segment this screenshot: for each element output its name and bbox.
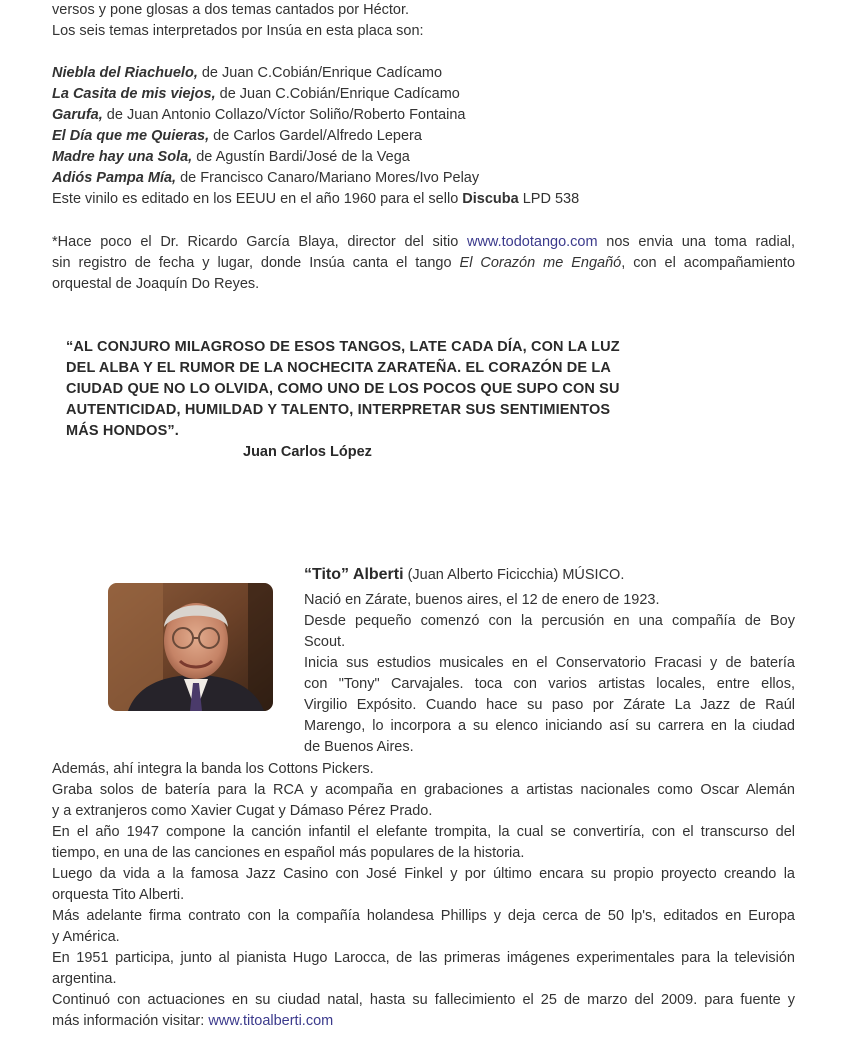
note-line-2 <box>52 253 795 274</box>
track-title: El Día que me Quieras, <box>52 128 210 144</box>
quote-line: CIUDAD QUE NO LO OLVIDA, COMO UNO DE LOS POCOS QUE SUPO CON SU <box>66 381 620 397</box>
bio-name: “Tito” Alberti <box>304 566 404 583</box>
bio-heading <box>304 563 624 587</box>
vinyl-text: Este vinilo es editado en los EEUU en el año 1960 para el sello <box>52 191 463 207</box>
bio-line: argentina. <box>52 971 117 987</box>
bio-line: tiempo, en una de las canciones en español más populares de la historia. <box>52 845 525 861</box>
bio-line: Luego da vida a la famosa Jazz Casino con José Finkel y por último encara su propio proyecto creando la <box>52 866 795 882</box>
vinyl-label: Discuba <box>462 191 519 207</box>
bio-last-line <box>52 1011 333 1032</box>
quote-line: “AL CONJURO MILAGROSO DE ESOS TANGOS, LATE CADA DÍA, CON LA LUZ <box>66 339 620 355</box>
track-item <box>52 63 442 84</box>
bio-line: de Buenos Aires. <box>304 739 414 755</box>
track-credits: de Agustín Bardi/José de la Vega <box>192 149 410 165</box>
intro-line-1: versos y pone glosas a dos temas cantados por Héctor. <box>52 2 410 18</box>
bio-line: En el año 1947 compone la canción infantil el elefante trompita, la cual se convertiría, con el transcurso del <box>52 824 795 840</box>
track-item <box>52 84 460 105</box>
bio-line: Desde pequeño comenzó con la percusión en una compañía de Boy <box>304 613 795 629</box>
bio-line: Virgilio Expósito. Cuando hace su paso por Zárate La Jazz de Raúl <box>304 697 795 713</box>
bio-line: Continuó con actuaciones en su ciudad natal, hasta su fallecimiento el 25 de marzo del 2009. para fuente y <box>52 992 795 1008</box>
bio-line: Además, ahí integra la banda los Cottons Pickers. <box>52 761 374 777</box>
note-text: Hace poco el Dr. Ricardo García Blaya, director del sitio <box>57 234 467 250</box>
vinyl-info <box>52 189 579 210</box>
track-credits: de Juan C.Cobián/Enrique Cadícamo <box>215 86 460 102</box>
track-item <box>52 105 466 126</box>
track-title: Garufa, <box>52 107 103 123</box>
quote-line: AUTENTICIDAD, HUMILDAD Y TALENTO, INTERPRETAR SUS SENTIMIENTOS <box>66 402 611 418</box>
note-text: , con el acompañamiento <box>621 255 796 271</box>
quote-line: DEL ALBA Y EL RUMOR DE LA NOCHECITA ZARATEÑA. EL CORAZÓN DE LA <box>66 360 612 376</box>
note-star: * <box>52 234 58 250</box>
track-credits: de Juan C.Cobián/Enrique Cadícamo <box>197 65 443 81</box>
quote-line: MÁS HONDOS”. <box>66 423 179 439</box>
bio-line: orquesta Tito Alberti. <box>52 887 185 903</box>
bio-line: Graba solos de batería para la RCA y acompaña en grabaciones a artistas nacionales como Oscar Alemán <box>52 782 795 798</box>
tito-alberti-photo <box>108 583 273 711</box>
track-item <box>52 168 479 189</box>
todotango-link[interactable]: www.todotango.com <box>466 234 598 250</box>
bio-fullname: (Juan Alberto Ficicchia) MÚSICO. <box>403 567 625 583</box>
bio-line: con "Tony" Carvajales. toca con varios artistas locales, entre ellos, <box>304 676 795 692</box>
bio-line: En 1951 participa, junto al pianista Hugo Larocca, de las primeras imágenes experimentales para la televisión <box>52 950 795 966</box>
track-item <box>52 147 410 168</box>
track-title: La Casita de mis viejos, <box>52 86 216 102</box>
track-item <box>52 126 422 147</box>
track-credits: de Francisco Canaro/Mariano Mores/Ivo Pelay <box>176 170 480 186</box>
bio-line: y América. <box>52 929 120 945</box>
bio-line: Más adelante firma contrato con la compañía holandesa Phillips y deja cerca de 50 lp's, editados en Europa <box>52 908 795 924</box>
bio-line-text: más información visitar: <box>52 1013 209 1029</box>
track-title: Niebla del Riachuelo, <box>52 65 198 81</box>
quote-author: Juan Carlos López <box>243 444 372 460</box>
note-text: sin registro de fecha y lugar, donde Insúa canta el tango <box>52 255 460 271</box>
bio-line: Marengo, lo incorpora a su elenco iniciando así su carrera en la ciudad <box>304 718 795 734</box>
track-credits: de Juan Antonio Collazo/Víctor Soliño/Roberto Fontaina <box>102 107 466 123</box>
intro-line-2: Los seis temas interpretados por Insúa en esta placa son: <box>52 23 424 39</box>
track-title: Adiós Pampa Mía, <box>52 170 177 186</box>
vinyl-catalog: LPD 538 <box>518 191 580 207</box>
bio-line: Inicia sus estudios musicales en el Conservatorio Fracasi y de batería <box>304 655 795 671</box>
note-line-3: orquestal de Joaquín Do Reyes. <box>52 276 260 292</box>
bio-line: y a extranjeros como Xavier Cugat y Dámaso Pérez Prado. <box>52 803 433 819</box>
bio-line: Scout. <box>304 634 346 650</box>
note-line-1 <box>52 232 795 253</box>
track-title: Madre hay una Sola, <box>52 149 193 165</box>
tango-title: El Corazón me Engañó <box>459 255 622 271</box>
bio-line: Nació en Zárate, buenos aires, el 12 de enero de 1923. <box>304 592 660 608</box>
track-credits: de Carlos Gardel/Alfredo Lepera <box>209 128 422 144</box>
titoalberti-link[interactable]: www.titoalberti.com <box>208 1013 334 1029</box>
note-text: nos envia una toma radial, <box>597 234 796 250</box>
